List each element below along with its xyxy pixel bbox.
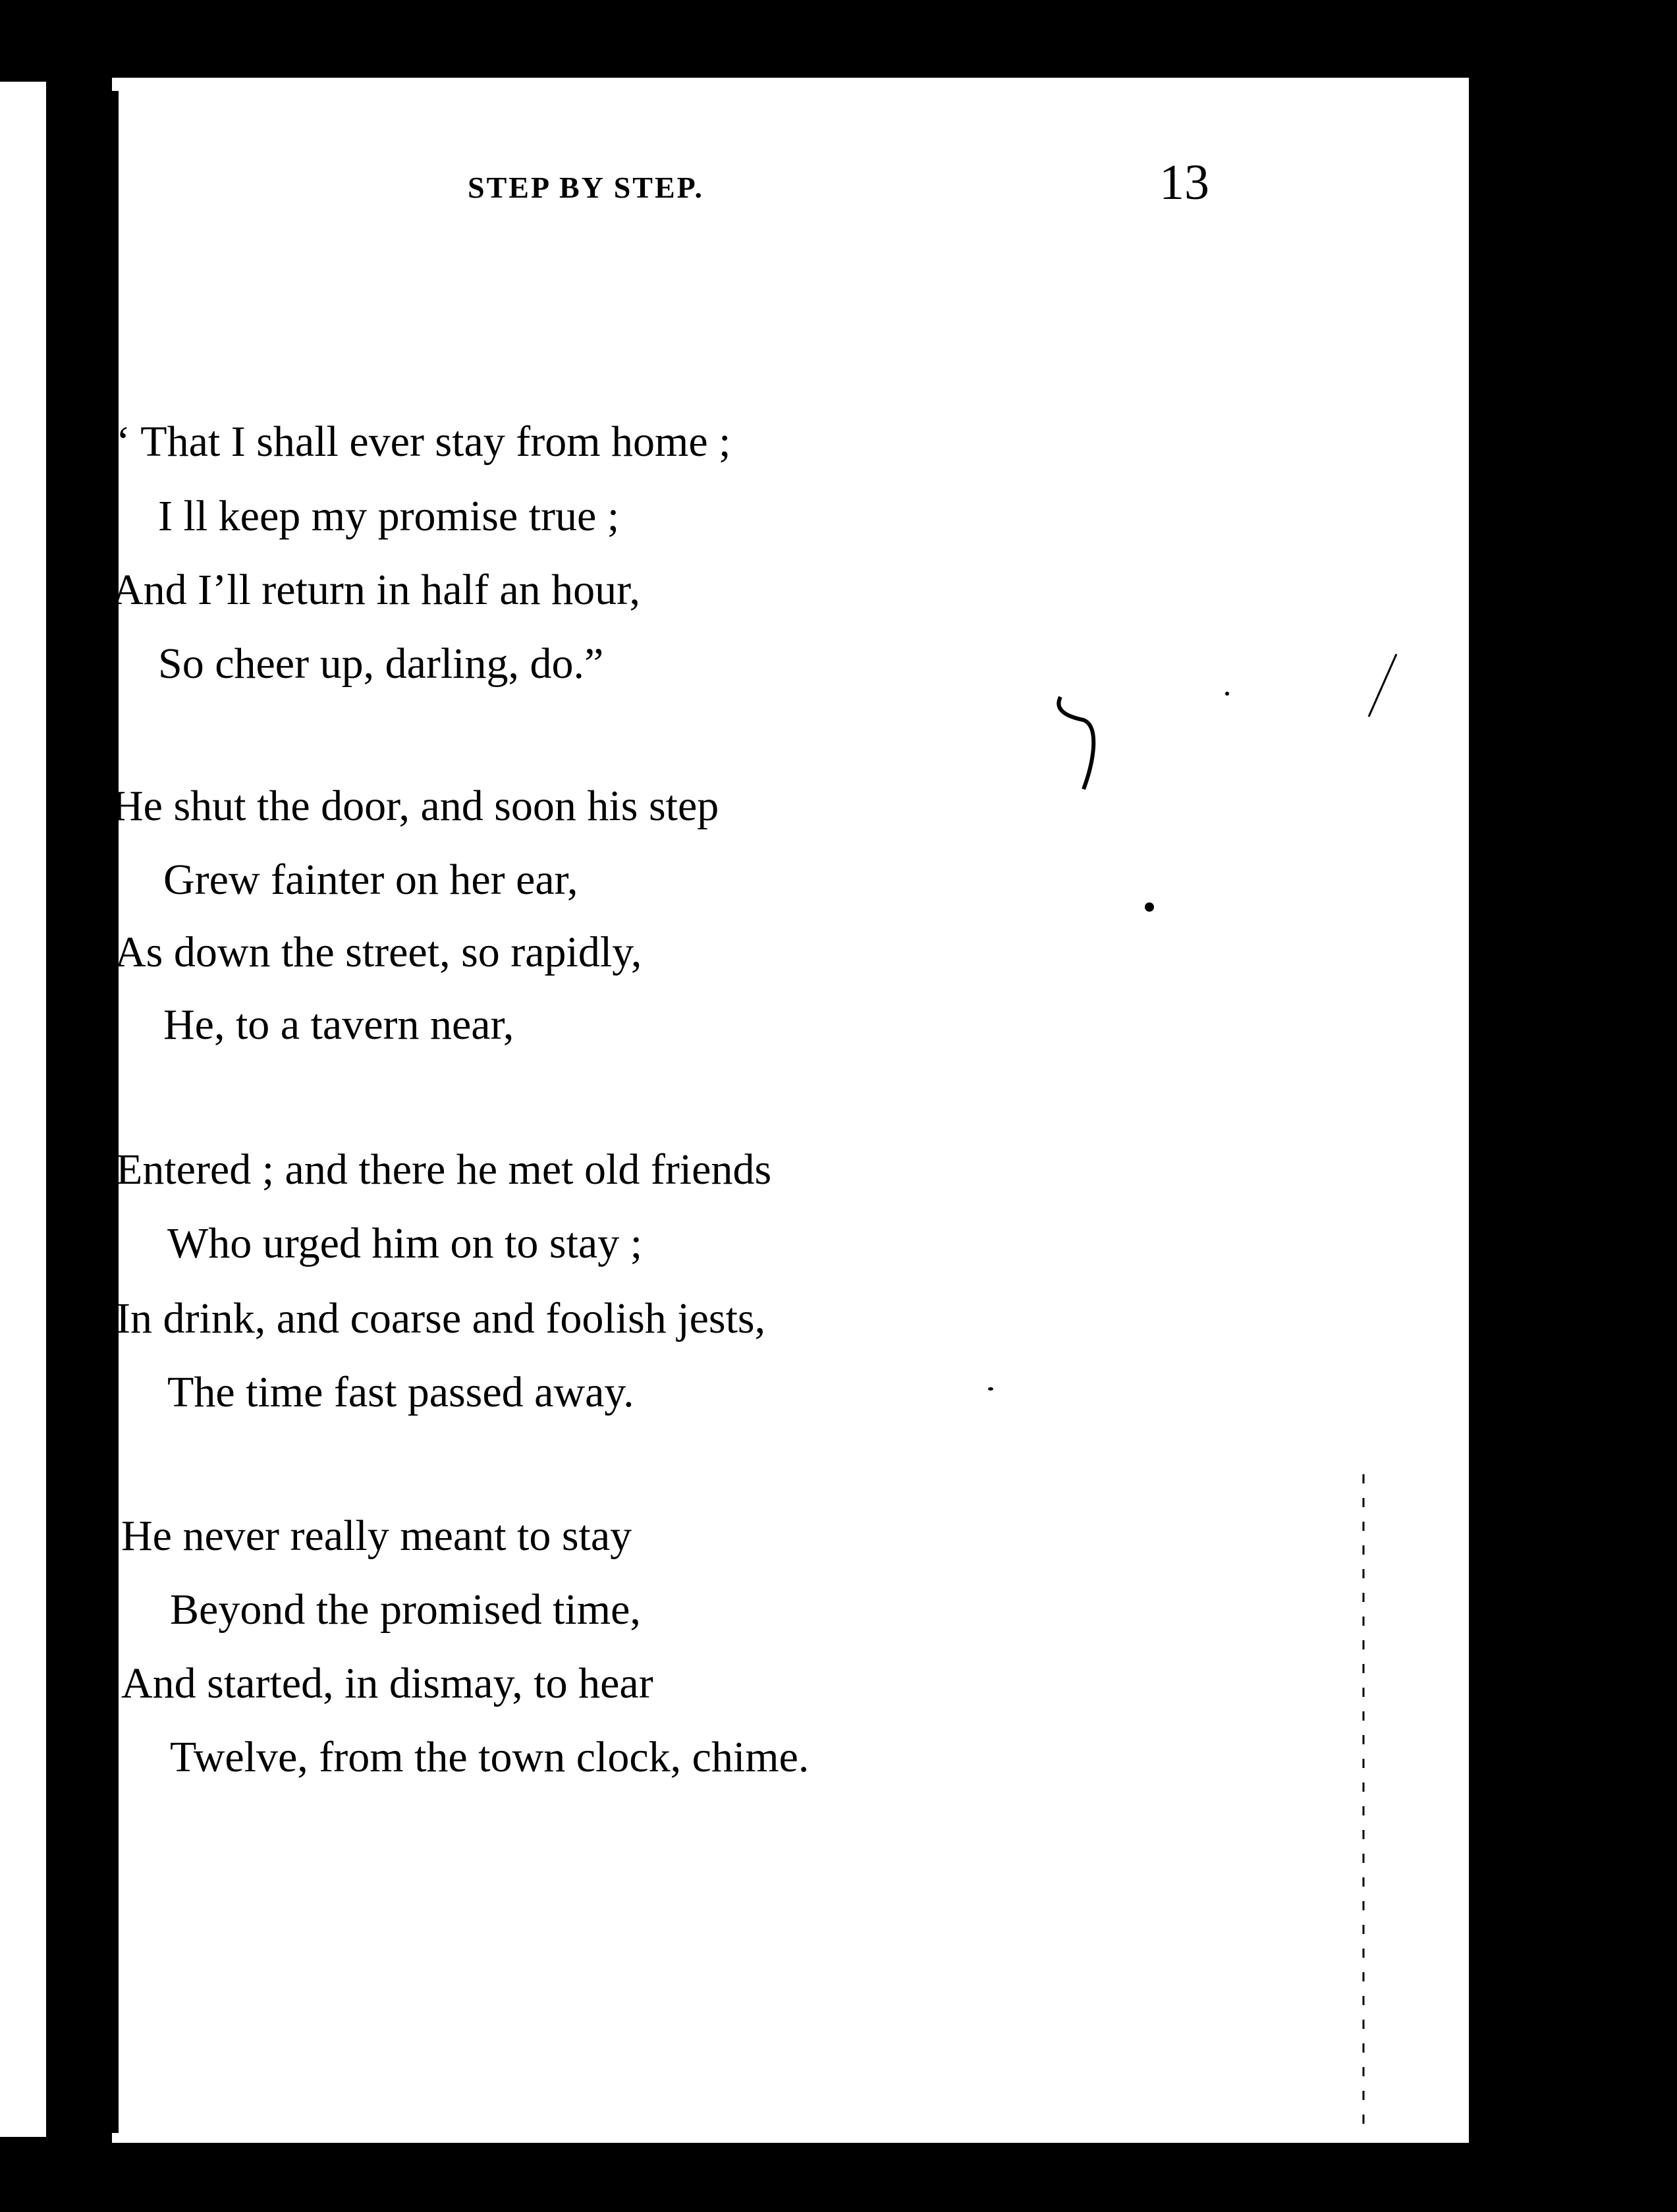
poem-line: Who urged him on to stay ; [167,1219,643,1267]
poem-line: As down the street, so rapidly, [115,928,642,976]
ink-speck [1225,692,1229,696]
ink-stroke-mark [1363,651,1403,723]
poem-line: In drink, and coarse and foolish jests, [116,1294,766,1342]
poem-line: ‘ That I shall ever stay from home ; [116,418,731,466]
poem-line: Beyond the promised time, [170,1586,641,1634]
ink-speck [988,1387,993,1391]
poem [112,78,1469,2143]
ink-speck [1145,902,1154,912]
poem-line: I ll keep my promise true ; [158,492,620,540]
poem-line: Grew fainter on her ear, [163,856,578,904]
poem-line: He shut the door, and soon his step [112,782,719,830]
page-sheet [112,78,1469,2143]
poem-line: So cheer up, darling, do.” [158,640,604,688]
ink-stroke-mark [1054,690,1107,802]
poem-line: Entered ; and there he met old friends [116,1146,772,1194]
page-number: 13 [1159,155,1209,210]
poem-line: And I’ll return in half an hour, [112,566,640,614]
poem-line: And started, in dismay, to hear [121,1659,653,1707]
poem-line: The time fast passed away. [167,1368,634,1416]
running-title: STEP BY STEP. [468,171,705,204]
poem-line: He never really meant to stay [121,1512,632,1560]
poem-line: He, to a tavern near, [163,1001,514,1049]
adjacent-page-edge [0,82,46,2137]
page-edge-marks [1357,1474,1370,2133]
poem-line: Twelve, from the town clock, chime. [170,1733,810,1781]
